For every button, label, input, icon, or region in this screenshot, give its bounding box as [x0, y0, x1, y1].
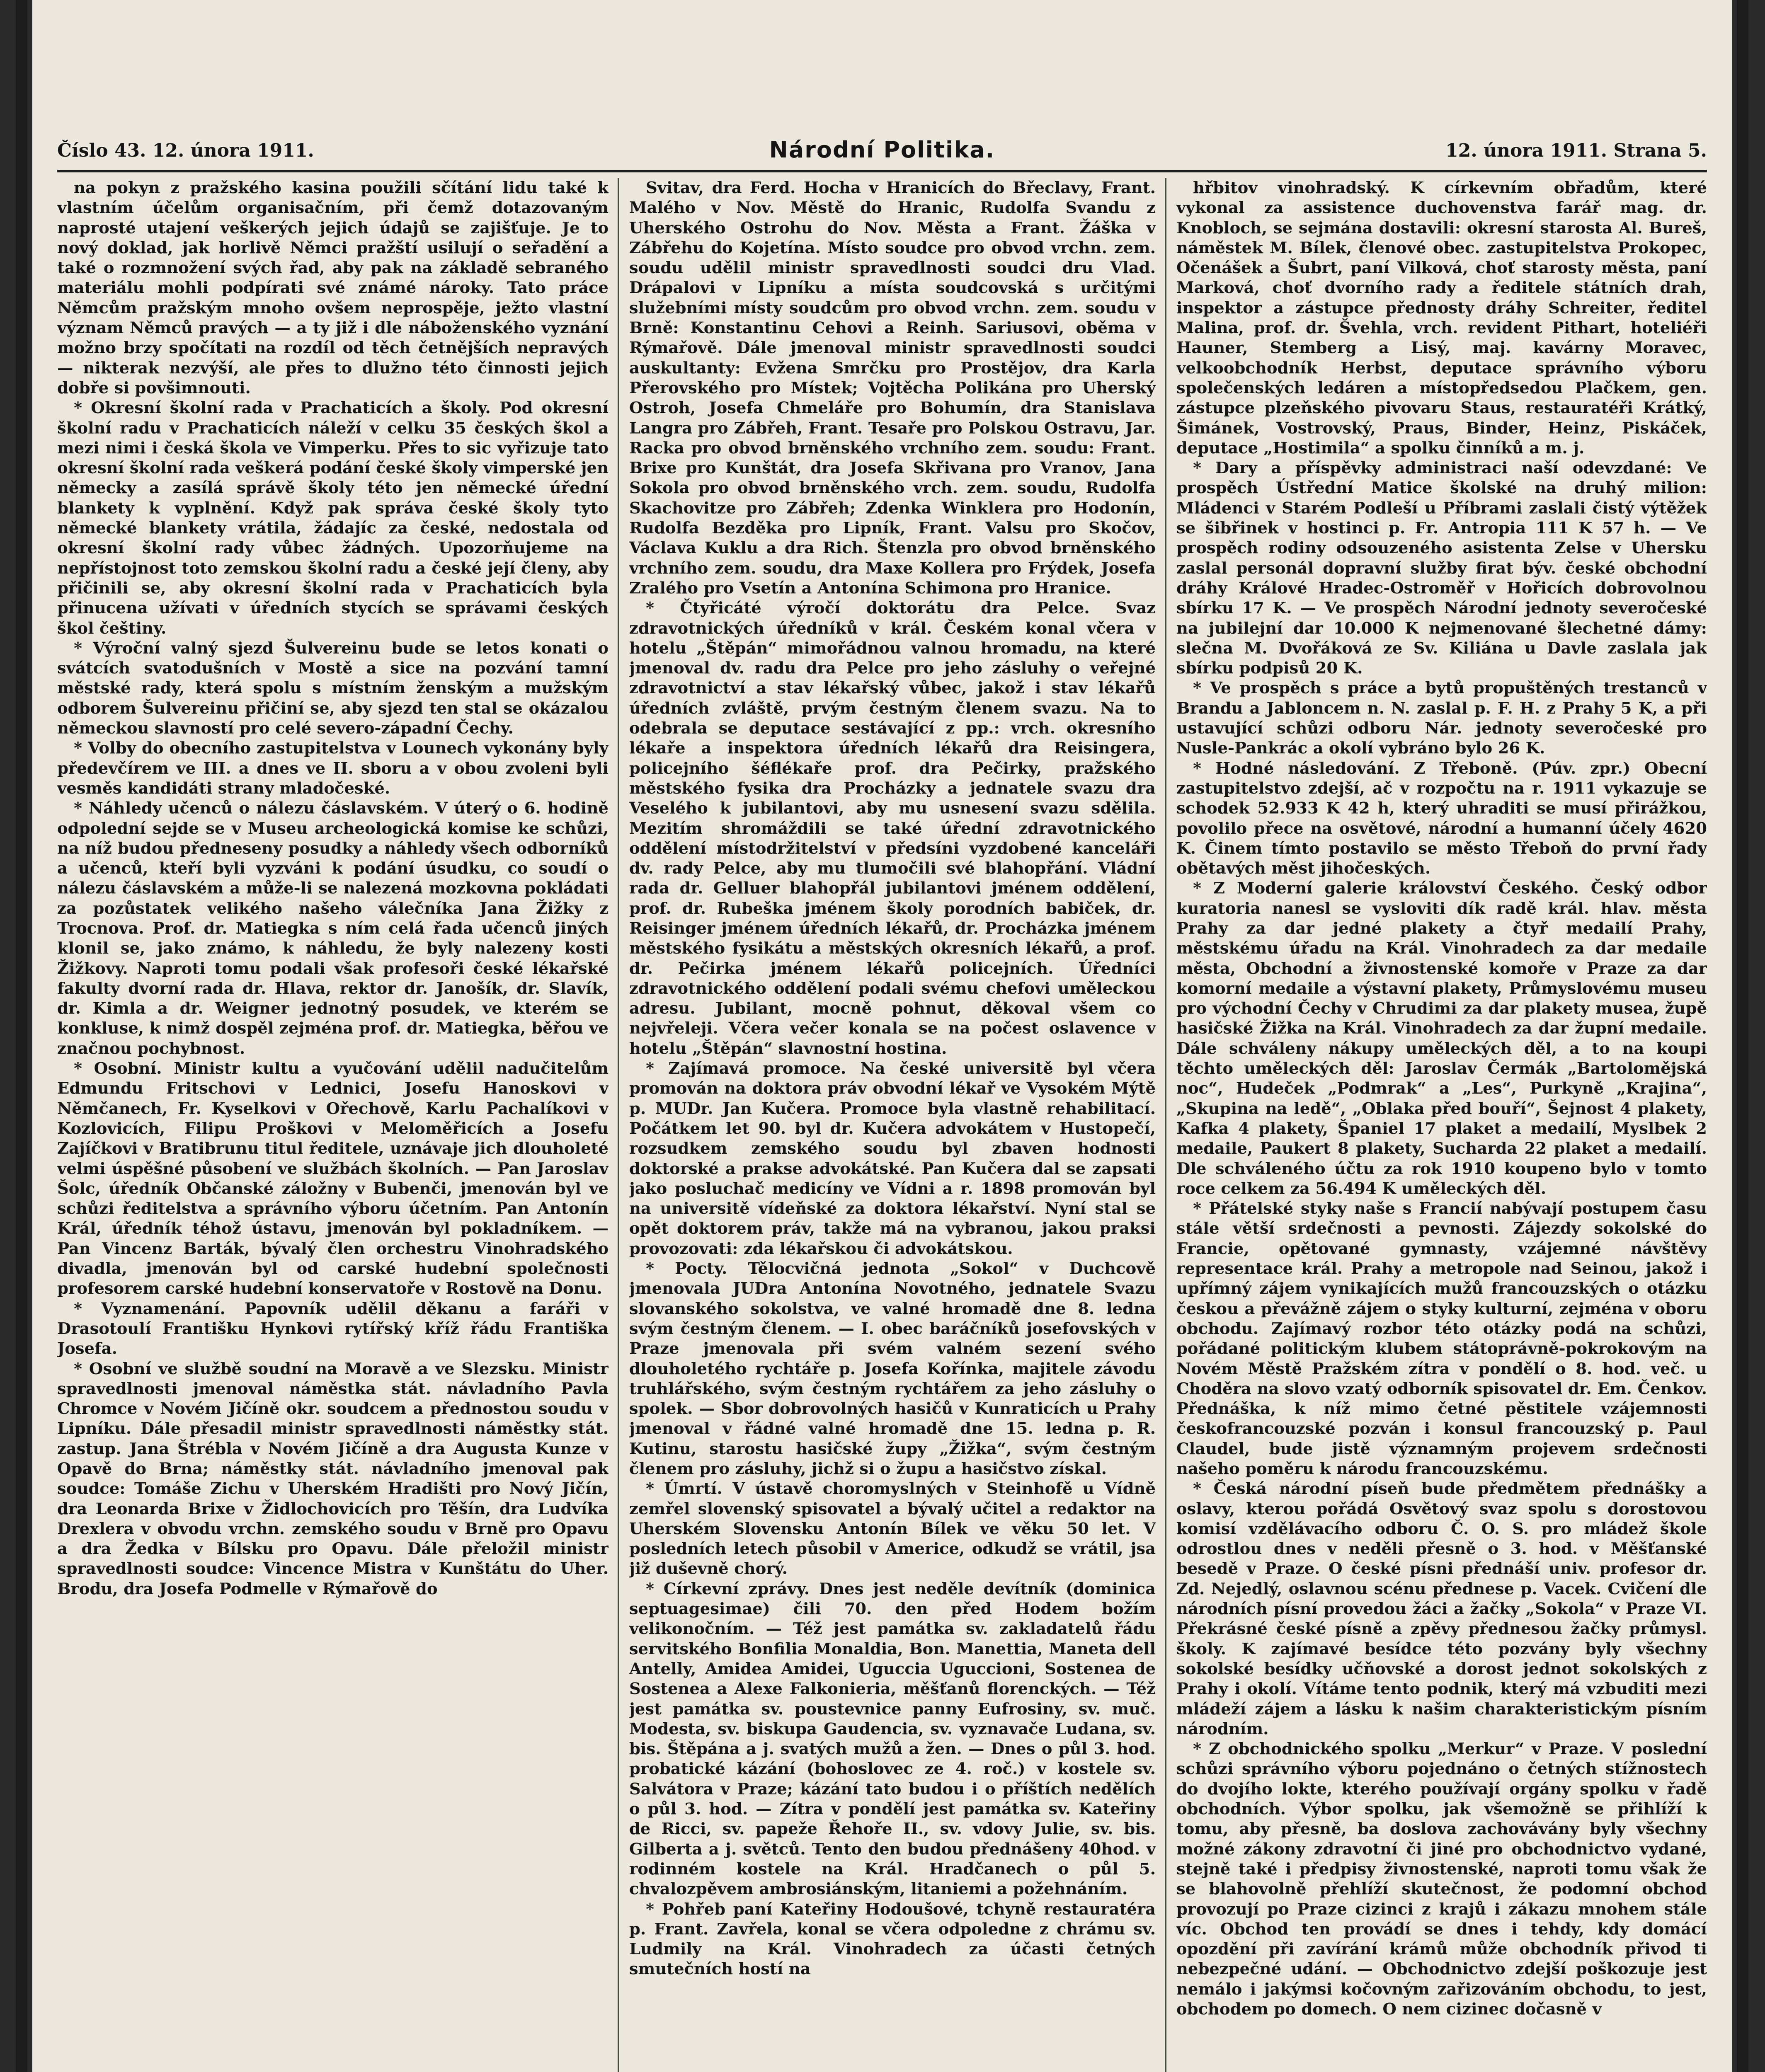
column-3 — [1176, 178, 1707, 2072]
page-header — [57, 137, 1707, 172]
article-paragraph: * Čtyřicáté výročí doktorátu dra Pelce. Svaz zdravotnických úředníků v král. Českém konal včera v hotelu „Štěpán“ mimořádnou valnou hromadu, na které jmenoval dv. radu dra Pelce pro jeho zásluhy o veřejné zdravotnictví a stav lékařský vůbec, jakož i stav lékařů úředních zvláště, prvým čestným členem svazu. Na to odebrala se deputace sestávající z pp.: vrch. okresního lékaře a inspektora úředních lékařů dra Reisingera, policejního šéflékaře prof. dra Pečirky, pražského městského fysika dra Procházky a jednatele svazu dra Veselého k jubilantovi, aby mu usnesení svazu sdělila. Mezitím shromáždili se také úřední zdravotnického oddělení místodržitelství v předsíni vyzdobené kanceláři dv. rady Pelce, aby mu tlumočili své blahopřání. Vládní rada dr. Gelluer blahopřál jubilantovi jménem oddělení, prof. dr. Rubeška jménem školy porodních babiček, dr. Reisinger jménem úředních lékařů, dr. Procházka jménem městského fysikátu a městských okresních lékařů, a prof. dr. Pečirka jménem lékařů policejních. Úředníci zdravotnického oddělení podali svému chefovi uměleckou adresu. Jubilant, mocně pohnut, děkoval všem co nejvřeleji. Včera večer konala se na počest oslavence v hotelu „Štěpán“ slavnostní hostina. — [629, 599, 1156, 1058]
newspaper-title: Národní Politika. — [769, 137, 995, 163]
column-divider — [618, 178, 619, 2072]
article-paragraph: * Pohřeb paní Kateřiny Hodoušové, tchyně restauratéra p. Frant. Zavřela, konal se včera odpoledne z chrámu sv. Ludmily na Král. Vinohradech za účasti četných smutečních hostí na — [629, 1900, 1156, 1979]
article-paragraph: hřbitov vinohradský. K církevním obřadům, které vykonal za assistence duchovenstva farář mag. dr. Knobloch, se sejmána dostavili: okresní starosta Al. Bureš, náměstek M. Bílek, členové obec. zastupitelstva Prokopec, Očenášek a Šubrt, paní Vilková, choť starosty města, paní Marková, choť dvorního rady a ředitele státních drah, inspektor a zástupce přednosty dráhy Schreiter, ředitel Malina, prof. dr. Švehla, vrch. revident Pithart, hoteliéři Hauner, Stemberg a Lisý, maj. kavárny Moravec, velkoobchodník Herbst, deputace správního výboru společenských ledáren a místopředsedou Plačkem, gen. zástupce plzeňského pivovaru Staus, restauratéři Krátký, Šimánek, Vostrovský, Praus, Binder, Heinz, Piskáček, deputace „Hostimila“ a spolku činníků a m. j. — [1176, 179, 1707, 457]
issue-number: Číslo 43. 12. února 1911. — [57, 140, 314, 161]
article-paragraph: * Osobní ve službě soudní na Moravě a ve Slezsku. Ministr spravedlnosti jmenoval náměstka stát. návladního Pavla Chromce v Novém Jičíně okr. soudcem a přednostou soudu v Lipníku. Dále přesadil ministr spravedlnosti náměstky stát. zastup. Jana Štrébla v Novém Jičíně a dra Augusta Kunze v Opavě do Brna; náměstky stát. návladního jmenoval pak soudce: Tomáše Zichu v Uherském Hradišti pro Nový Jičín, dra Leonarda Brixe v Židlochovicích pro Těšín, dra Ludvíka Drexlera v obvodu vrchn. zemského soudu v Brně pro Opavu a dra Žedka v Bílsku pro Opavu. Dále přeložil ministr spravedlnosti soudce: Vincence Mistra v Kunštátu do Uher. Brodu, dra Josefa Podmelle v Rýmařově do — [57, 1359, 609, 1598]
article-paragraph: * Vyznamenání. Papovník udělil děkanu a faráři v Drasotoulí Františku Hynkovi rytířský kříž řádu Františka Josefa. — [57, 1299, 609, 1358]
column-divider — [1165, 178, 1166, 2072]
article-paragraph: * Pocty. Tělocvičná jednota „Sokol“ v Duchcově jmenovala JUDra Antonína Novotného, jednatele Svazu slovanského sokolstva, ve valné hromadě dne 8. ledna svým čestným členem. — I. obec baráčníků josefovských v Praze jmenovala při svém valném sezení svého dlouholetého rychtáře p. Josefa Kořínka, majitele závodu truhlářského, svým čestným rychtářem za jeho zásluhy o spolek. — Sbor dobrovolných hasičů v Kunraticích u Prahy jmenoval v řádné valné hromadě dne 15. ledna p. R. Kutinu, starostu hasičské župy „Žižka“, svým čestným členem pro zásluhy, jichž si o župu a hasičstvo získal. — [629, 1259, 1156, 1478]
article-paragraph: * Osobní. Ministr kultu a vyučování udělil nadučitelům Edmundu Fritschovi v Lednici, Josefu Hanoskovi v Němčanech, Fr. Kyselkovi v Ořechově, Karlu Pachalíkovi v Kozlovicích, Filipu Proškovi v Meloměřicích a Josefu Zajíčkovi v Bratibrunu titul ředitele, uznávaje jich dlouholeté velmi úspěšné působení ve službách školních. — Pan Jaroslav Šolc, úředník Občanské záložny v Bubenči, jmenován byl ve schůzi ředitelstva a správního výboru účetním. Pan Antonín Král, úředník téhož ústavu, jmenován byl pokladníkem. — Pan Vincenz Barták, bývalý člen orchestru Vinohradského divadla, jmenován byl od carské hudební společnosti profesorem carské hudební konservatoře v Rostově na Donu. — [57, 1059, 609, 1298]
article-paragraph: * Volby do obecního zastupitelstva v Lounech vykonány byly předevčírem ve III. a dnes ve II. sboru a v obou zvoleni byli vesměs kandidáti strany mladočeské. — [57, 739, 609, 798]
article-paragraph: * Úmrtí. V ústavě choromyslných v Steinhofě u Vídně zemřel slovenský spisovatel a bývalý učitel a redaktor na Uherském Slovensku Antonín Bílek ve věku 50 let. V posledních letech působil v Americe, odkudž se vrátil, jsa již duševně chorý. — [629, 1479, 1156, 1578]
article-paragraph: * Z Moderní galerie království Českého. Český odbor kuratoria nanesl se vysloviti dík radě král. hlav. města Prahy za dar jedné plakety a čtyř medailí Prahy, městskému úřadu na Král. Vinohradech za dar medaile města, Obchodní a živnostenské komoře v Praze za dar komorní medaile a výstavní plakety, Průmyslovému museu pro východní Čechy v Chrudimi za dar plakety musea, župě hasičské Žižka na Král. Vinohradech za dar župní medaile. Dále schváleny nákupy uměleckých děl, a to na koupi těchto uměleckých děl: Jaroslav Čermák „Bartolomějská noc“, Hudeček „Podmrak“ a „Les“, Purkyně „Krajina“, „Skupina na ledě“, „Oblaka před bouří“, Šejnost 4 plakety, Kafka 4 plakety, Španiel 17 plaket a medailí, Myslbek 2 medaile, Paukert 8 plakety, Sucharda 22 plaket a medailí. Dle schváleného účtu za rok 1910 koupeno bylo v tomto roce celkem za 56.494 K uměleckých děl. — [1176, 879, 1707, 1198]
article-paragraph: * Česká národní píseň bude předmětem přednášky a oslavy, kterou pořádá Osvětový svaz spolu s dorostovou komisí vzdělávacího odboru Č. O. S. pro mládež škole odrostlou dnes v neděli přesně o 3. hod. v Měšťanské besedě v Praze. O české písni přednáší univ. profesor dr. Zd. Nejedlý, oslavnou scénu přednese p. Vacek. Cvičení dle národních písní provedou žáci a žačky „Sokola“ v Praze VI. Překrásné české písně a zpěvy přednesou žačky průmysl. školy. K zajímavé besídce této pozvány byly všechny sokolské besídky učňovské a dorost jednot sokolských z Prahy i okolí. Vítáme tento podnik, který má vzbuditi mezi mládeží zájem a lásku k našim charakteristickým písním národním. — [1176, 1479, 1707, 1738]
article-paragraph: na pokyn z pražského kasina použili sčítání lidu také k vlastním účelům organisačním, při čemž dotazovaným naprosté utajení veškerých jejich údajů se zajišťuje. Je to nový doklad, jak horlivě Němci pražští usilují o seřadění a také o rozmnožení svých řad, aby pak na základě sebraného materiálu mohli podpírati své známé nároky. Tato práce Němcům pražským mnoho ovšem neprospěje, ježto vlastní význam Němců pravých — a ty již i dle náboženského vyznání možno brzy spočítati na rozdíl od těch četnějších nepravých — nikterak nezvýší, ale přes to dlužno této činnosti jejich dobře si povšimnouti. — [57, 179, 609, 397]
article-paragraph: * Zajímavá promoce. Na české universitě byl včera promován na doktora práv obvodní lékař ve Vysokém Mýtě p. MUDr. Jan Kučera. Promoce byla vlastně rehabilitací. Počátkem let 90. byl dr. Kučera advokátem v Hustopečí, rozsudkem zemského soudu byl zbaven hodnosti doktorské a prakse advokátské. Pan Kučera dal se zapsati jako posluchač medicíny ve Vídni a r. 1898 promován byl na universitě vídeňské za doktora lékařství. Nyní stal se opět doktorem práv, takže má na vybranou, jakou praksi provozovati: zda lékařskou či advokátskou. — [629, 1059, 1156, 1258]
article-paragraph: * Výroční valný sjezd Šulvereinu bude se letos konati o svátcích svatodušních v Mostě a sice na pozvání tamní městské rady, která spolu s místním ženským a mužským odborem Šulvereinu přičiní se, aby sjezd ten stal se okázalou německou slavností pro celé severo-západní Čechy. — [57, 639, 609, 738]
article-paragraph: * Dary a příspěvky administraci naší odevzdané: Ve prospěch Ústřední Matice školské na druhý milion: Mládenci v Starém Podleší u Příbrami zaslali čistý výtěžek se šibřinek v hostinci p. Fr. Antropia 111 K 57 h. — Ve prospěch rodiny odsouzeného asistenta Zelse v Uhersku zaslal personál dopravní služby firat býv. české obchodní dráhy Králové Hradec-Ostroměř v Hořicích dobrovolnou sbírku 17 K. — Ve prospěch Národní jednoty severočeské na jubilejní dar 10.000 K nejmenované šlechetné dámy: slečna M. Dvořáková ze Sv. Kiliána u Davle zaslala jak sbírku podpisů 20 K. — [1176, 459, 1707, 678]
article-paragraph: * Náhledy učenců o nálezu čáslavském. V úterý o 6. hodině odpolední sejde se v Museu archeologická komise ke schůzi, na níž budou předneseny posudky a náhledy všech odborníků a učenců, kteří byli vyzváni k podání úsudku, co soudí o nálezu čáslavském a může-li se nalezená mozkovna pokládati za pozůstatek velikého našeho válečníka Jana Žižky z Trocnova. Prof. dr. Matiegka s ním celá řada učenců jiných klonil se, jako známo, k náhledu, že byly nalezeny kosti Žižkovy. Naproti tomu podali však profesoři české lékařské fakulty dvorní rada dr. Hlava, rektor dr. Janošík, dr. Slavík, dr. Kimla a dr. Weigner jednotný posudek, ve kterém se konkluse, k nimž dospěl zejména prof. dr. Matiegka, běřou ve značnou pochybnost. — [57, 799, 609, 1058]
article-paragraph: * Ve prospěch s práce a bytů propuštěných trestanců v Brandu a Jabloncem n. N. zaslal p. F. H. z Prahy 5 K, a při ustavující schůzi odboru Nár. jednoty severočeské pro Nusle-Pankrác a okolí vybráno bylo 26 K. — [1176, 679, 1707, 758]
column-2 — [629, 178, 1156, 2072]
column-1 — [57, 178, 609, 2072]
article-paragraph: Svitav, dra Ferd. Hocha v Hranicích do Břeclavy, Frant. Malého v Nov. Městě do Hranic, Rudolfa Svandu z Uherského Ostrohu do Nov. Města a Frant. Žáška v Zábřehu do Kojetína. Místo soudce pro obvod vrchn. zem. soudu udělil ministr spravedlnosti soudci dru Vlad. Drápalovi v Lipníku a místa soudcovská s určitými služebními místy soudcům pro obvod vrchn. zem. soudu v Brně: Konstantinu Cehovi a Reinh. Sariusovi, oběma v Rýmařově. Dále jmenoval ministr spravedlnosti soudci auskultanty: Evžena Smrčku pro Prostějov, dra Karla Přerovského pro Místek; Vojtěcha Polikána pro Uherský Ostroh, Josefa Chmeláře pro Bohumín, dra Stanislava Langra pro Zábřeh, Frant. Tesaře pro Polskou Ostravu, Jar. Racka pro obvod brněnského vrchního zem. soudu: Frant. Brixe pro Kunštát, dra Josefa Skřivana pro Vranov, Jana Sokola pro obvod brněnského vrch. zem. soudu, Rudolfa Skachovitze pro Zábřeh; Zdenka Winklera pro Hodonín, Rudolfa Bezděka pro Lipník, Frant. Valsu pro Skočov, Václava Kuklu a dra Rich. Štenzla pro obvod brněnského vrchního zem. soudu, dra Maxe Kollera pro Frýdek, Josefa Zralého pro Vsetín a Antonína Schimona pro Hranice. — [629, 179, 1156, 598]
article-paragraph: * Přátelské styky naše s Francií nabývají postupem času stále větší srdečnosti a pevnosti. Zájezdy sokolské do Francie, opětované gymnasty, vzájemné návštěvy representace král. Prahy a metropole nad Seinou, jakož i upřímný zájem vynikajících mužů francouzských o otázku českou a převážně zájem o styky kulturní, zejména v oboru obchodu. Zajímavý rozbor této otázky podá na schůzi, pořádané politickým klubem státoprávně-pokrokovým na Novém Městě Pražském zítra v pondělí o 8. hod. več. u Choděra na slovo vzatý odborník spisovatel dr. Em. Čenkov. Přednáška, k níž mimo četné pěstitele vzájemnosti českofrancouzské pozván i konsul francouzský p. Paul Claudel, bude jistě významným projevem srdečnosti našeho poměru k národu francouzskému. — [1176, 1199, 1707, 1478]
article-paragraph: * Církevní zprávy. Dnes jest neděle devítník (dominica septuagesimae) čili 70. den před Hodem božím velikonočním. — Též jest památka sv. zakladatelů řádu servitského Bonfilia Monaldia, Bon. Manettia, Maneta dell Antelly, Amidea Amidei, Uguccia Uguccioni, Sostenea de Sostenea a Alexe Falkonieria, měšťanů florenckých. — Též jest památka sv. poustevnice panny Eufrosiny, sv. muč. Modesta, sv. biskupa Gaudencia, sv. vyznavače Ludana, sv. bis. Štěpána a j. svatých mužů a žen. — Dnes o půl 3. hod. probatické kázání (bohoslovec ze 4. roč.) v kostele sv. Salvátora v Praze; kázání tato budou i o příštích nedělích o půl 3. hod. — Zítra v pondělí jest památka sv. Kateřiny de Ricci, sv. papeže Řehoře II., sv. vdovy Julie, sv. bis. Gilberta a j. světců. Tento den budou přednášeny 40hod. v rodinném kostele na Král. Hradčanech o půl 5. chvalozpěvem ambrosiánským, litaniemi a požehnáním. — [629, 1579, 1156, 1899]
article-paragraph: * Z obchodnického spolku „Merkur“ v Praze. V poslední schůzi správního výboru pojednáno o četných stížnostech do dvojího lokte, kterého používají orgány spolku v řadě obchodních. Výbor spolku, jak všemožně se přihlíží k tomu, aby přesně, ba doslova zachovávány byly všechny možné zákony zdravotní či jiné pro obchodnictvo vydané, stejně také i předpisy živnostenské, naproti tomu však že se blahovolně přehlíží skutečnost, že podomní obchod provozují po Praze cizinci z krajů i zákazu mnohem stále víc. Obchod ten provádí se dnes i tehdy, kdy domácí opozdění při zavírání krámů může obchodník přivod ti nebezpečné udání. — Obchodnictvo zdejší poškozuje jest nemálo i jakýmsi kočovným zařizováním obchodu, to jest, obchodem po domech. O nem cizinec dočasně v — [1176, 1740, 1707, 2019]
article-paragraph: * Okresní školní rada v Prachaticích a školy. Pod okresní školní radu v Prachaticích náleží v celku 35 českých škol a mezi nimi i česká škola ve Vimperku. Přes to sic vyřizuje tato okresní školní rada veškerá podání české školy vimperské jen německy a zasílá správě školy této jen německé úřední blankety k vyplnění. Když pak správa české školy tyto německé blankety vrátila, žádajíc za české, nedostala od okresní školní rady vůbec žádných. Upozorňujeme na nepřístojnost toto zemskou školní radu a české její členy, aby přičinili se, aby okresní školní rada v Prachaticích byla přinucena užívati v úředních stycích se správami českých škol češtiny. — [57, 399, 609, 638]
newspaper-page — [32, 0, 1732, 2072]
article-paragraph: * Hodné následování. Z Třeboně. (Púv. zpr.) Obecní zastupitelstvo zdejší, ač v rozpočtu na r. 1911 vykazuje se schodek 52.933 K 42 h, který uhraditi se musí přirážkou, povolilo přece na osvětové, národní a humanní účely 4620 K. Činem tímto postavilo se město Třeboň do první řady obětavých měst jihočeských. — [1176, 759, 1707, 878]
date-and-page: 12. února 1911. Strana 5. — [1445, 140, 1707, 161]
